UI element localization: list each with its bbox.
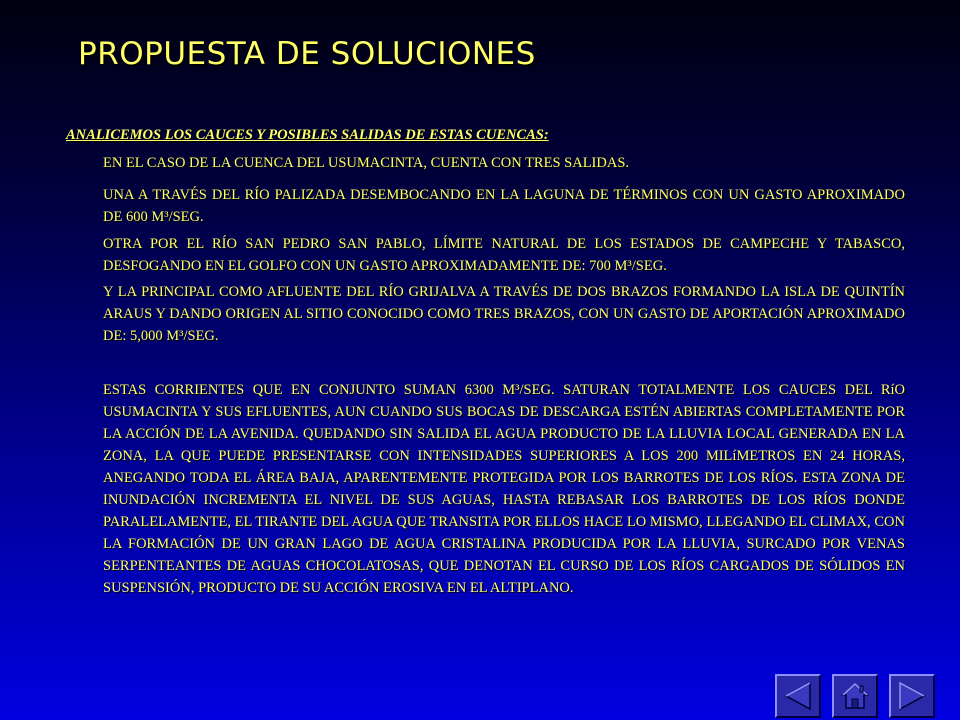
paragraph-rio-grijalva: Y LA PRINCIPAL COMO AFLUENTE DEL RÍO GRIJALVA A TRAVÉS DE DOS BRAZOS FORMANDO LA ISLA DE QUINTÍN ARAUS Y DANDO ORIGEN AL SITIO CONOCIDO COMO TRES BRAZOS, CON UN GASTO DE APORTACIÓN APROXIMADO DE: 5,000 M³/SEG. bbox=[103, 284, 905, 344]
paragraph-rio-palizada: UNA A TRAVÉS DEL RÍO PALIZADA DESEMBOCANDO EN LA LAGUNA DE TÉRMINOS CON UN GASTO APROXIMADO DE 600 M³/SEG. bbox=[103, 187, 905, 225]
previous-slide-button[interactable] bbox=[775, 674, 821, 718]
next-slide-button[interactable] bbox=[889, 674, 935, 718]
previous-arrow-icon bbox=[783, 681, 813, 711]
slide-title: PROPUESTA DE SOLUCIONES bbox=[78, 36, 536, 72]
home-button[interactable] bbox=[832, 674, 878, 718]
paragraph-rio-san-pedro: OTRA POR EL RÍO SAN PEDRO SAN PABLO, LÍMITE NATURAL DE LOS ESTADOS DE CAMPECHE Y TABASCO, DESFOGANDO EN EL GOLFO CON UN GASTO APROXIMADAMENTE DE: 700 M³/SEG. bbox=[103, 236, 905, 274]
home-icon bbox=[840, 681, 870, 711]
paragraph-salidas: EN EL CASO DE LA CUENCA DEL USUMACINTA, CUENTA CON TRES SALIDAS. bbox=[103, 155, 630, 171]
paragraph-corrientes: ESTAS CORRIENTES QUE EN CONJUNTO SUMAN 6300 M³/SEG. SATURAN TOTALMENTE LOS CAUCES DEL RíO USUMACINTA Y SUS EFLUENTES, AUN CUANDO SUS BOCAS DE DESCARGA ESTÉN ABIERTAS COMPLETAMENTE POR LA ACCIÓN DE LA AVENIDA. QUEDANDO SIN SALIDA EL AGUA PRODUCTO DE LA LLUVIA LOCAL GENERADA EN LA ZONA, LA QUE PUEDE PRESENTARSE CON INTENSIDADES SUPERIORES A LOS 200 MILíMETROS EN 24 HORAS, ANEGANDO TODA EL ÁREA BAJA, APARENTEMENTE PROTEGIDA POR LOS BARROTES DE LOS RÍOS. ESTA ZONA DE INUNDACIÓN INCREMENTA EL NIVEL DE SUS AGUAS, HASTA REBASAR LOS BARROTES DE LOS RÍOS DONDE PARALELAMENTE, EL TIRANTE DEL AGUA QUE TRANSITA POR ELLOS HACE LO MISMO, LLEGANDO EL CLIMAX, CON LA FORMACIÓN DE UN GRAN LAGO DE AGUA CRISTALINA PRODUCIDA POR LA LLUVIA, SURCADO POR VENAS SERPENTEANTES DE AGUAS CHOCOLATOSAS, QUE DENOTAN EL CURSO DE LOS RÍOS CARGADOS DE SÓLIDOS EN SUSPENSIÓN, PRODUCTO DE SU ACCIÓN EROSIVA EN EL ALTIPLANO. bbox=[103, 382, 905, 596]
slide-subheading: ANALICEMOS LOS CAUCES Y POSIBLES SALIDAS DE ESTAS CUENCAS: bbox=[66, 127, 549, 143]
next-arrow-icon bbox=[897, 681, 927, 711]
